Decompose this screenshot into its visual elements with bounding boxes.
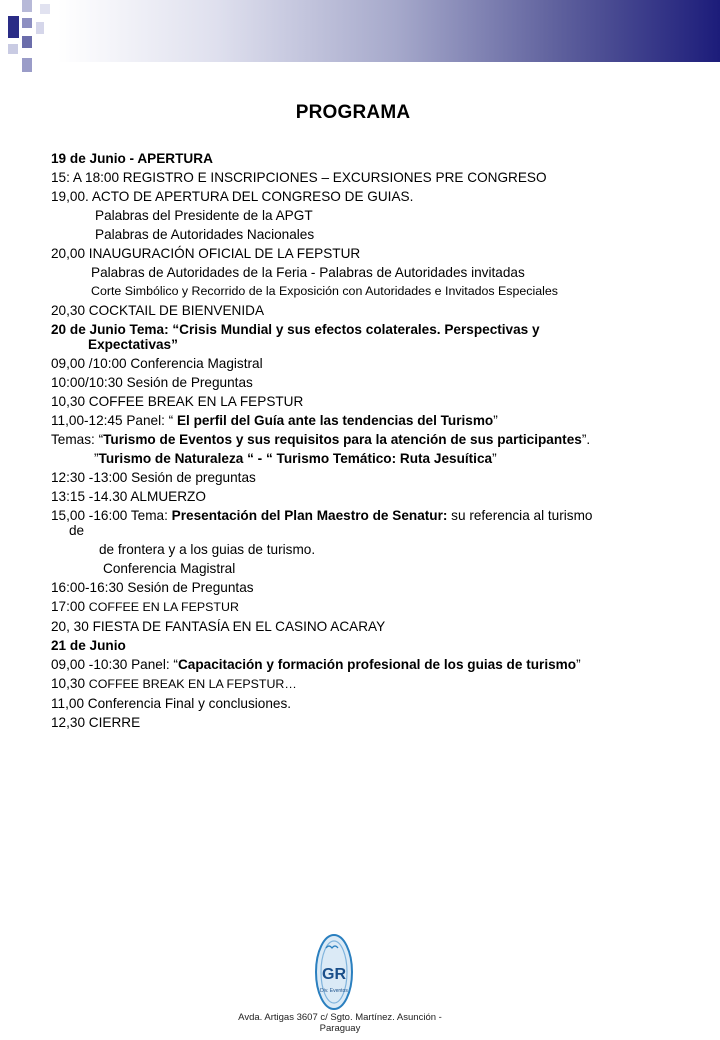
footer-address: Avda. Artigas 3607 c/ Sgto. Martínez. Asunción - Paraguay bbox=[238, 1012, 442, 1034]
day1-item: Palabras de Autoridades de la Feria - Palabras de Autoridades invitadas bbox=[91, 265, 525, 280]
day1-item: 19,00. ACTO DE APERTURA DEL CONGRESO DE GUIAS. bbox=[51, 189, 414, 204]
day2-item: 13:15 -14.30 ALMUERZO bbox=[51, 489, 206, 504]
day1-item: Palabras de Autoridades Nacionales bbox=[95, 227, 315, 242]
day2-heading-cont: Expectativas” bbox=[88, 337, 178, 352]
day1-item: 20,30 COCKTAIL DE BIENVENIDA bbox=[51, 303, 265, 318]
logo-letters: GR bbox=[322, 966, 346, 983]
day1-item: 20,00 INAUGURACIÓN OFICIAL DE LA FEPSTUR bbox=[51, 246, 361, 261]
program-content bbox=[51, 151, 661, 730]
day2-panel-line: 11,00-12:45 Panel: “ El perfil del Guía ante las tendencias del Turismo” bbox=[51, 413, 498, 428]
day1-item: Corte Simbólico y Recorrido de la Exposición con Autoridades e Invitados Especiales bbox=[91, 284, 558, 298]
day3-heading: 21 de Junio bbox=[51, 638, 126, 653]
day2-topic-line: 15,00 -16:00 Tema: Presentación del Plan Maestro de Senatur: su referencia al turismo bbox=[51, 508, 593, 523]
logo-subtitle: Div. Eventos bbox=[320, 988, 348, 994]
day2-item: de frontera y a los guias de turismo. bbox=[99, 542, 316, 557]
day1-item: Palabras del Presidente de la APGT bbox=[95, 208, 313, 223]
day3-item: 12,30 CIERRE bbox=[51, 715, 141, 730]
header-gradient-bar bbox=[0, 0, 720, 62]
day3-item: 10,30 COFFEE BREAK EN LA FEPSTUR… bbox=[51, 676, 297, 691]
day2-item: Conferencia Magistral bbox=[103, 561, 236, 576]
day2-item: 12:30 -13:00 Sesión de preguntas bbox=[51, 470, 256, 485]
day2-item: 17:00 COFFEE EN LA FEPSTUR bbox=[51, 599, 239, 614]
gr-eventos-logo bbox=[314, 932, 354, 1012]
day3-item: 11,00 Conferencia Final y conclusiones. bbox=[51, 696, 292, 711]
page-title: PROGRAMA bbox=[295, 102, 411, 123]
day2-topics-line: ”Turismo de Naturaleza “ - “ Turismo Temático: Ruta Jesuítica” bbox=[94, 451, 497, 466]
day2-item: 20, 30 FIESTA DE FANTASÍA EN EL CASINO ACARAY bbox=[51, 619, 386, 634]
day2-item: 09,00 /10:00 Conferencia Magistral bbox=[51, 356, 263, 371]
day2-item: 10:00/10:30 Sesión de Preguntas bbox=[51, 375, 253, 390]
day3-panel-line: 09,00 -10:30 Panel: “Capacitación y formación profesional de los guias de turismo” bbox=[51, 657, 581, 672]
day2-topics-line: Temas: “Turismo de Eventos y sus requisitos para la atención de sus participantes”. bbox=[51, 432, 591, 447]
day2-item: 16:00-16:30 Sesión de Preguntas bbox=[51, 580, 254, 595]
day1-item: 15: A 18:00 REGISTRO E INSCRIPCIONES – EXCURSIONES PRE CONGRESO bbox=[51, 170, 547, 185]
day2-topic-wrap: de bbox=[69, 523, 85, 538]
day2-item: 10,30 COFFEE BREAK EN LA FEPSTUR bbox=[51, 394, 304, 409]
day2-heading: 20 de Junio Tema: “Crisis Mundial y sus efectos colaterales. Perspectivas y bbox=[51, 322, 540, 337]
day1-heading: 19 de Junio - APERTURA bbox=[51, 151, 213, 166]
